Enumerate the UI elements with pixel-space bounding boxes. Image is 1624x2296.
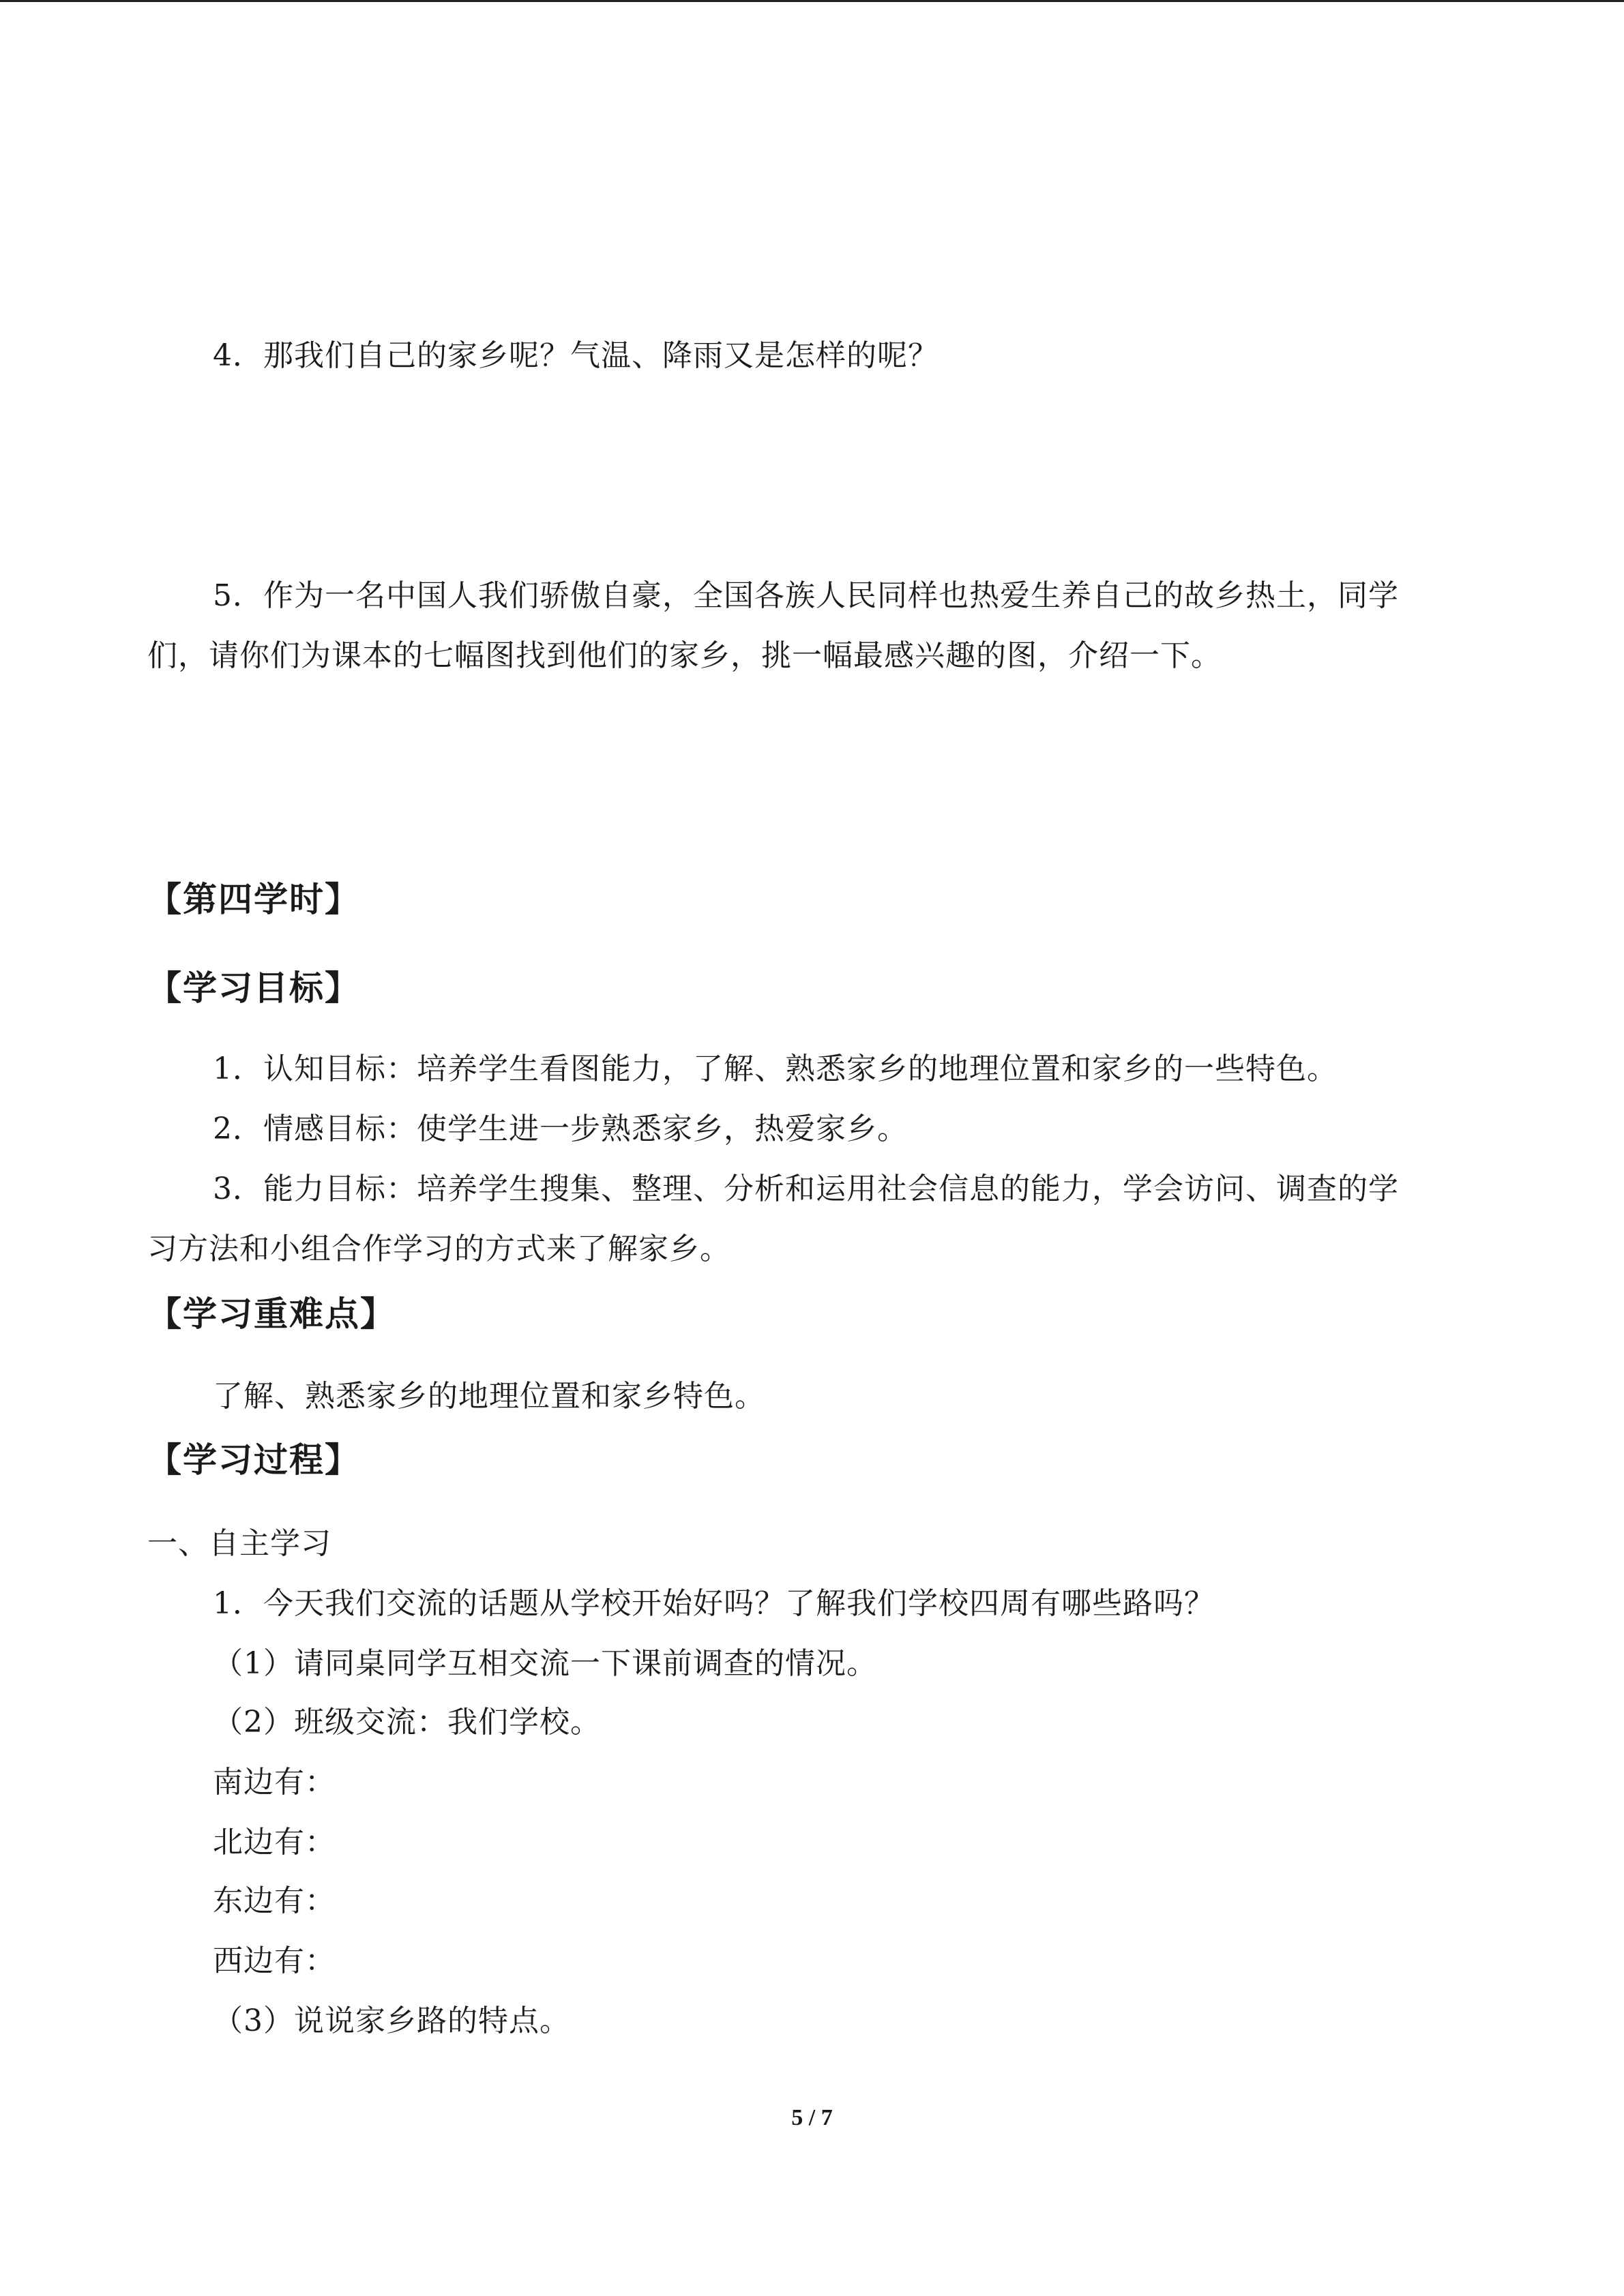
heading-learning-process: 【学习过程】	[147, 1440, 360, 1480]
sub-item-2: （2）班级交流：我们学校。	[213, 1705, 601, 1740]
question-5-line-1: 5．作为一名中国人我们骄傲自豪，全国各族人民同样也热爱生养自己的故乡热土，同学	[213, 578, 1399, 613]
heading-learning-goals: 【学习目标】	[147, 968, 360, 1008]
sub-item-1: （1）请同桌同学互相交流一下课前调查的情况。	[213, 1646, 877, 1681]
west-side: 西边有：	[213, 1943, 336, 1978]
item-1: 1．今天我们交流的话题从学校开始好吗？了解我们学校四周有哪些路吗？	[213, 1586, 1215, 1621]
north-side: 北边有：	[213, 1825, 336, 1860]
goal-ability-line-2: 习方法和小组合作学习的方式来了解家乡。	[147, 1232, 730, 1266]
goal-cognitive: 1．认知目标：培养学生看图能力，了解、熟悉家乡的地理位置和家乡的一些特色。	[213, 1052, 1338, 1086]
page-top-border	[0, 0, 1624, 2]
goal-ability-line-1: 3．能力目标：培养学生搜集、整理、分析和运用社会信息的能力，学会访问、调查的学	[213, 1172, 1399, 1206]
question-4: 4．那我们自己的家乡呢？气温、降雨又是怎样的呢？	[213, 338, 939, 373]
key-difficulties-text: 了解、熟悉家乡的地理位置和家乡特色。	[213, 1379, 765, 1414]
page-number: 5 / 7	[791, 2105, 833, 2130]
heading-key-difficulties: 【学习重难点】	[147, 1294, 396, 1334]
question-5-line-2: 们，请你们为课本的七幅图找到他们的家乡，挑一幅最感兴趣的图，介绍一下。	[147, 638, 1222, 673]
heading-fourth-session: 【第四学时】	[147, 880, 360, 919]
goal-emotional: 2．情感目标：使学生进一步熟悉家乡，热爱家乡。	[213, 1112, 908, 1146]
section-self-study: 一、自主学习	[147, 1526, 331, 1561]
south-side: 南边有：	[213, 1765, 336, 1800]
east-side: 东边有：	[213, 1883, 336, 1918]
sub-item-3: （3）说说家乡路的特点。	[213, 2003, 570, 2038]
